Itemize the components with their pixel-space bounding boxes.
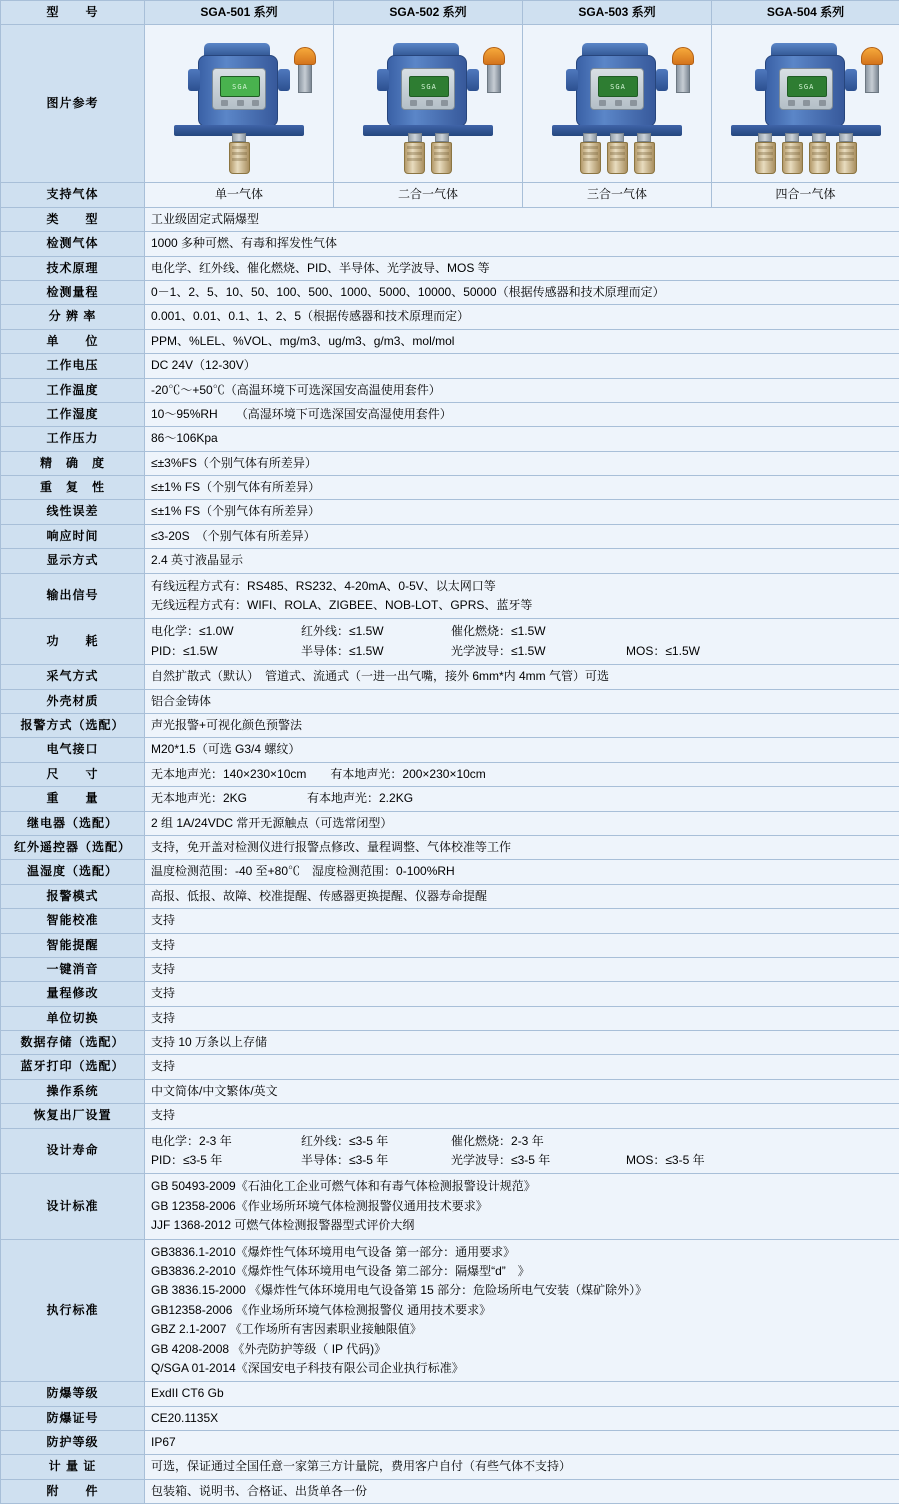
exec-standard-item: Q/SGA 01-2014《深国安电子科技有限公司企业执行标准》 [151, 1359, 893, 1378]
row-label-lifetime: 设计寿命 [1, 1128, 145, 1174]
row-label: 工作温度 [1, 378, 145, 402]
row-value: -20℃～+50℃（高温环境下可选深国安高温使用套件） [145, 378, 899, 402]
sensor-group-4 [725, 133, 887, 179]
row-label: 显示方式 [1, 549, 145, 573]
product-image-502 [334, 25, 523, 183]
row-value: 支持 [145, 982, 899, 1006]
table-row-images [1, 25, 899, 183]
row-value: 支持 [145, 933, 899, 957]
alarm-beacon-icon [672, 47, 694, 93]
table-row-power [1, 619, 899, 665]
table-row-output-signal [1, 573, 899, 619]
alarm-beacon-icon [861, 47, 883, 93]
exec-standard-item: GB12358-2006 《作业场所环境气体检测报警仪 通用技术要求》 [151, 1301, 893, 1320]
exec-standard-item: GB3836.1-2010《爆炸性气体环境用电气设备 第一部分：通用要求》 [151, 1243, 893, 1262]
gas-detector-illustration-4 [725, 29, 887, 179]
detector-faceplate [779, 68, 833, 110]
table-row-range-modify [1, 982, 899, 1006]
exec-standard-item: GB 3836.15-2000 《爆炸性气体环境用电气设备第 15 部分：危险场所电气安装（煤矿除外）》 [151, 1281, 893, 1300]
row-label: 工作湿度 [1, 402, 145, 426]
table-row-os [1, 1079, 899, 1103]
detector-buttons [410, 100, 448, 107]
table-row-ip-rating [1, 1431, 899, 1455]
row-value-design-standard [145, 1174, 899, 1239]
row-value: 铝合金铸体 [145, 689, 899, 713]
row-label: 响应时间 [1, 524, 145, 548]
row-value: 10～95%RH （高湿环境下可选深国安高湿使用套件） [145, 402, 899, 426]
table-row-response-time [1, 524, 899, 548]
row-label: 类 型 [1, 207, 145, 231]
power-item: 半导体：≤1.5W [301, 643, 451, 660]
table-row-weight [1, 787, 899, 811]
row-value: 86～106Kpa [145, 427, 899, 451]
detector-display: SGA [598, 76, 638, 97]
power-item: 催化燃烧：≤1.5W [451, 623, 626, 640]
detector-conduit-left [566, 69, 578, 91]
table-row-bluetooth-print [1, 1055, 899, 1079]
sensor-probe [431, 133, 453, 177]
lifetime-line-2 [151, 1151, 893, 1170]
detector-display: SGA [409, 76, 449, 97]
detector-conduit-right [278, 69, 290, 91]
lifetime-item: 红外线：≤3-5 年 [301, 1133, 451, 1150]
output-signal-wired: 有线远程方式有：RS485、RS232、4-20mA、0-5V、以太网口等 [151, 577, 893, 596]
row-label-model: 型 号 [1, 1, 145, 25]
detector-conduit-right [656, 69, 668, 91]
row-label: 报警模式 [1, 884, 145, 908]
gas-detector-illustration-2 [347, 29, 509, 179]
row-value: 0.001、0.01、0.1、1、2、5（根据传感器和技术原理而定） [145, 305, 899, 329]
row-label: 操作系统 [1, 1079, 145, 1103]
model-name-503: SGA-503 系列 [523, 1, 712, 25]
sensor-probe [781, 133, 803, 177]
detector-body [576, 55, 656, 127]
table-row-smart-reminder [1, 933, 899, 957]
detector-conduit-left [755, 69, 767, 91]
row-value-exec-standard [145, 1239, 899, 1382]
row-label: 重 量 [1, 787, 145, 811]
lifetime-item: MOS：≤3-5 年 [626, 1152, 766, 1169]
table-row-display [1, 549, 899, 573]
exec-standard-item: GB3836.2-2010《爆炸性气体环境用电气设备 第二部分：隔爆型“d” 》 [151, 1262, 893, 1281]
table-row-accuracy [1, 451, 899, 475]
row-value: ≤±3%FS（个别气体有所差异） [145, 451, 899, 475]
gas-detector-illustration-1 [158, 29, 320, 179]
exec-standard-item: GB 4208-2008 《外壳防护等级（ IP 代码)》 [151, 1340, 893, 1359]
row-value: 中文简体/中文繁体/英文 [145, 1079, 899, 1103]
row-label: 蓝牙打印（选配） [1, 1055, 145, 1079]
row-label: 线性误差 [1, 500, 145, 524]
row-label-design-standard: 设计标准 [1, 1174, 145, 1239]
detector-body [765, 55, 845, 127]
row-value: 无本地声光：140×230×10cm 有本地声光：200×230×10cm [145, 762, 899, 786]
row-value: M20*1.5（可选 G3/4 螺纹） [145, 738, 899, 762]
table-row-temp-humidity-option [1, 860, 899, 884]
supported-gas-502: 二合一气体 [334, 183, 523, 207]
detector-buttons [599, 100, 637, 107]
row-value: CE20.1135X [145, 1406, 899, 1430]
detector-conduit-right [467, 69, 479, 91]
row-label: 单位切换 [1, 1006, 145, 1030]
row-value: 支持 [145, 1006, 899, 1030]
supported-gas-503: 三合一气体 [523, 183, 712, 207]
detector-conduit-left [188, 69, 200, 91]
row-label: 防爆证号 [1, 1406, 145, 1430]
detector-faceplate [401, 68, 455, 110]
row-value: 工业级固定式隔爆型 [145, 207, 899, 231]
table-row-metering-certificate [1, 1455, 899, 1479]
row-label-power: 功 耗 [1, 619, 145, 665]
supported-gas-504: 四合一气体 [712, 183, 899, 207]
detector-faceplate [590, 68, 644, 110]
row-label: 精 确 度 [1, 451, 145, 475]
row-value: ≤3-20S （个别气体有所差异） [145, 524, 899, 548]
row-value: ≤±1% FS（个别气体有所差异） [145, 500, 899, 524]
sensor-probe [228, 133, 250, 177]
power-item: 红外线：≤1.5W [301, 623, 451, 640]
row-value: ExdII CT6 Gb [145, 1382, 899, 1406]
table-row-ex-certificate [1, 1406, 899, 1430]
table-row-alarm-mode [1, 884, 899, 908]
table-row-dimension [1, 762, 899, 786]
row-label: 工作电压 [1, 354, 145, 378]
row-value: 支持 [145, 957, 899, 981]
table-row-accessories [1, 1479, 899, 1503]
table-row-exec-standard [1, 1239, 899, 1382]
table-row-data-storage [1, 1031, 899, 1055]
row-label-exec-standard: 执行标准 [1, 1239, 145, 1382]
row-value-power [145, 619, 899, 665]
row-label: 继电器（选配） [1, 811, 145, 835]
sensor-probe [808, 133, 830, 177]
table-row-temperature [1, 378, 899, 402]
row-label: 检测气体 [1, 232, 145, 256]
product-image-503 [523, 25, 712, 183]
table-row-supported-gas [1, 183, 899, 207]
lifetime-item: 催化燃烧：2-3 年 [451, 1133, 626, 1150]
lifetime-line-1 [151, 1132, 893, 1151]
sensor-group-3 [536, 133, 698, 179]
power-line-2 [151, 642, 893, 661]
power-item: 光学波导：≤1.5W [451, 643, 626, 660]
table-row-alarm-method [1, 713, 899, 737]
row-label: 红外遥控器（选配） [1, 835, 145, 859]
table-row-ex-rating [1, 1382, 899, 1406]
row-value: 自然扩散式（默认） 管道式、流通式（一进一出气嘴，接外 6mm*内 4mm 气管）可选 [145, 665, 899, 689]
row-label: 附 件 [1, 1479, 145, 1503]
row-value: 支持 [145, 1104, 899, 1128]
row-label: 单 位 [1, 329, 145, 353]
row-label: 重 复 性 [1, 476, 145, 500]
row-label: 防护等级 [1, 1431, 145, 1455]
row-label: 电气接口 [1, 738, 145, 762]
table-row-repeatability [1, 476, 899, 500]
table-row-unit [1, 329, 899, 353]
power-item: PID：≤1.5W [151, 643, 301, 660]
sensor-probe [404, 133, 426, 177]
table-row-linearity [1, 500, 899, 524]
row-value: 支持 [145, 1055, 899, 1079]
table-row-smart-calibration [1, 909, 899, 933]
table-row-one-key-mute [1, 957, 899, 981]
row-label: 外壳材质 [1, 689, 145, 713]
row-label: 工作压力 [1, 427, 145, 451]
table-row-electrical-interface [1, 738, 899, 762]
row-value: ≤±1% FS（个别气体有所差异） [145, 476, 899, 500]
model-name-502: SGA-502 系列 [334, 1, 523, 25]
row-label: 尺 寸 [1, 762, 145, 786]
row-value: 电化学、红外线、催化燃烧、PID、半导体、光学波导、MOS 等 [145, 256, 899, 280]
row-value: 包装箱、说明书、合格证、出货单各一份 [145, 1479, 899, 1503]
design-standard-item: GB 12358-2006《作业场所环境气体检测报警仪通用技术要求》 [151, 1197, 893, 1216]
power-line-1 [151, 622, 893, 641]
sensor-group-2 [347, 133, 509, 179]
gas-detector-illustration-3 [536, 29, 698, 179]
power-item: MOS：≤1.5W [626, 643, 766, 660]
detector-display: SGA [787, 76, 827, 97]
row-label: 计 量 证 [1, 1455, 145, 1479]
row-label: 采气方式 [1, 665, 145, 689]
row-value: 2.4 英寸液晶显示 [145, 549, 899, 573]
row-value: 高报、低报、故障、校准提醒、传感器更换提醒、仪器寿命提醒 [145, 884, 899, 908]
sensor-probe [606, 133, 628, 177]
row-value-lifetime [145, 1128, 899, 1174]
table-row-principle [1, 256, 899, 280]
lifetime-item: 光学波导：≤3-5 年 [451, 1152, 626, 1169]
lifetime-item: 电化学：2-3 年 [151, 1133, 301, 1150]
table-row-housing [1, 689, 899, 713]
detector-buttons [221, 100, 259, 107]
detector-body [387, 55, 467, 127]
table-row-lifetime [1, 1128, 899, 1174]
table-row-unit-switch [1, 1006, 899, 1030]
row-value: 0－1、2、5、10、50、100、500、1000、5000、10000、50000（根据传感器和技术原理而定） [145, 280, 899, 304]
row-label: 技术原理 [1, 256, 145, 280]
row-label-supported-gas: 支持气体 [1, 183, 145, 207]
row-label: 数据存储（选配） [1, 1031, 145, 1055]
row-value: 支持 10 万条以上存储 [145, 1031, 899, 1055]
row-value: 支持 [145, 909, 899, 933]
model-name-501: SGA-501 系列 [145, 1, 334, 25]
exec-standard-item: GBZ 2.1-2007 《工作场所有害因素职业接触限值》 [151, 1320, 893, 1339]
row-label: 智能提醒 [1, 933, 145, 957]
row-value-output-signal [145, 573, 899, 619]
table-row-type [1, 207, 899, 231]
row-value: DC 24V（12-30V） [145, 354, 899, 378]
row-label: 分 辨 率 [1, 305, 145, 329]
sensor-group-1 [158, 133, 320, 179]
row-value: 可选，保证通过全国任意一家第三方计量院，费用客户自付（有些气体不支持） [145, 1455, 899, 1479]
lifetime-item: 半导体：≤3-5 年 [301, 1152, 451, 1169]
supported-gas-501: 单一气体 [145, 183, 334, 207]
table-row-relay [1, 811, 899, 835]
table-row-design-standard [1, 1174, 899, 1239]
product-image-504 [712, 25, 899, 183]
row-label: 量程修改 [1, 982, 145, 1006]
output-signal-wireless: 无线远程方式有：WIFI、ROLA、ZIGBEE、NOB-LOT、GPRS、蓝牙等 [151, 596, 893, 615]
row-label: 防爆等级 [1, 1382, 145, 1406]
row-value: IP67 [145, 1431, 899, 1455]
row-label: 温湿度（选配） [1, 860, 145, 884]
table-row-voltage [1, 354, 899, 378]
detector-faceplate [212, 68, 266, 110]
table-row-ir-remote [1, 835, 899, 859]
row-value: 支持，免开盖对检测仪进行报警点修改、量程调整、气体校准等工作 [145, 835, 899, 859]
row-label: 检测量程 [1, 280, 145, 304]
detector-conduit-left [377, 69, 389, 91]
table-row-resolution [1, 305, 899, 329]
row-value: 1000 多种可燃、有毒和挥发性气体 [145, 232, 899, 256]
design-standard-item: GB 50493-2009《石油化工企业可燃气体和有毒气体检测报警设计规范》 [151, 1177, 893, 1196]
alarm-beacon-icon [294, 47, 316, 93]
row-value: 声光报警+可视化颜色预警法 [145, 713, 899, 737]
sensor-probe [835, 133, 857, 177]
sensor-probe [633, 133, 655, 177]
table-row-range [1, 280, 899, 304]
row-label-output-signal: 输出信号 [1, 573, 145, 619]
model-name-504: SGA-504 系列 [712, 1, 899, 25]
table-row-factory-reset [1, 1104, 899, 1128]
lifetime-item: PID：≤3-5 年 [151, 1152, 301, 1169]
detector-body [198, 55, 278, 127]
detector-conduit-right [845, 69, 857, 91]
row-label: 报警方式（选配） [1, 713, 145, 737]
sensor-probe [579, 133, 601, 177]
detector-buttons [788, 100, 826, 107]
table-row-pressure [1, 427, 899, 451]
row-value: 2 组 1A/24VDC 常开无源触点（可选常闭型） [145, 811, 899, 835]
row-value: PPM、%LEL、%VOL、mg/m3、ug/m3、g/m3、mol/mol [145, 329, 899, 353]
row-label: 一键消音 [1, 957, 145, 981]
table-row-detect-gas [1, 232, 899, 256]
row-label: 恢复出厂设置 [1, 1104, 145, 1128]
design-standard-item: JJF 1368-2012 可燃气体检测报警器型式评价大纲 [151, 1216, 893, 1235]
row-label-image-reference: 图片参考 [1, 25, 145, 183]
product-image-501 [145, 25, 334, 183]
alarm-beacon-icon [483, 47, 505, 93]
row-label: 智能校准 [1, 909, 145, 933]
power-item: 电化学：≤1.0W [151, 623, 301, 640]
row-value: 无本地声光：2KG 有本地声光：2.2KG [145, 787, 899, 811]
table-row-sampling [1, 665, 899, 689]
table-row-model [1, 1, 899, 25]
detector-display: SGA [220, 76, 260, 97]
sensor-probe [754, 133, 776, 177]
table-row-humidity [1, 402, 899, 426]
row-value: 温度检测范围：-40 至+80℃ 湿度检测范围：0-100%RH [145, 860, 899, 884]
